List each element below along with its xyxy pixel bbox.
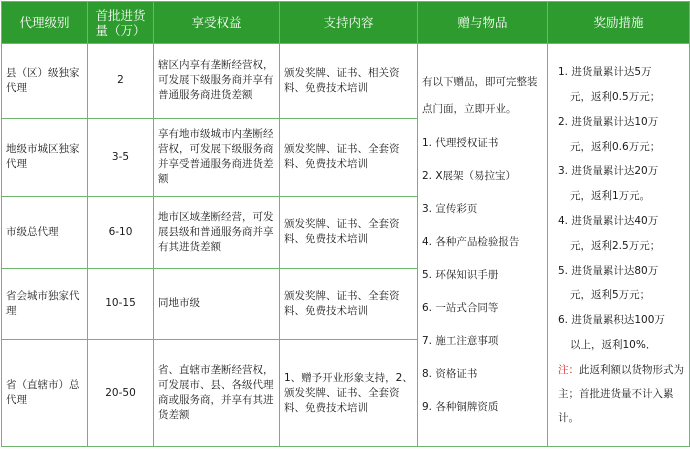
level-cell: 县（区）级独家代理 <box>2 44 88 119</box>
rights-cell: 地市区域垄断经营，可发展县级和普通服务商并享有其进货差额 <box>154 196 280 268</box>
support-cell: 1、赠予开业形象支持，2、颁发奖牌、证书、全套资料、免费技术培训 <box>280 340 418 447</box>
reward-item-line1: 4. 进货量累计达40万 <box>558 215 659 227</box>
rights-cell: 同地市级 <box>154 268 280 340</box>
header-support: 支持内容 <box>280 2 418 44</box>
gift-item: 7. 施工注意事项 <box>422 334 499 347</box>
rights-cell: 辖区内享有垄断经营权，可发展下级服务商并享有普通服务商进货差额 <box>154 44 280 119</box>
gifts-cell <box>418 44 548 447</box>
rights-cell: 省、直辖市垄断经营权，可发展市、县、各级代理商或服务商，并享有其进货差额 <box>154 340 280 447</box>
support-cell: 颁发奖牌、证书、全套资料、免费技术培训 <box>280 268 418 340</box>
qty-cell: 2 <box>88 44 154 119</box>
note-text: 此返利额以货物形式为主；首批进货量不计入累计。 <box>558 363 684 424</box>
table-header-row <box>2 2 690 44</box>
support-cell: 颁发奖牌、证书、相关资料、免费技术培训 <box>280 44 418 119</box>
gifts-intro: 有以下赠品，即可完整装点门面，立即开业。 <box>422 75 538 115</box>
reward-item-line2: 元，返利0.6万元； <box>570 140 661 153</box>
qty-cell: 3-5 <box>88 118 154 196</box>
level-cell: 省会城市独家代理 <box>2 268 88 340</box>
reward-item-line1: 1. 进货量累计达5万 <box>558 66 652 79</box>
qty-cell: 6-10 <box>88 196 154 268</box>
header-rights: 享受权益 <box>154 2 280 44</box>
reward-item-line2: 以上，返利10%． <box>570 338 657 351</box>
rights-cell: 享有地市级城市内垄断经营权，可发展下级服务商并享受普通服务商进货差额 <box>154 118 280 196</box>
level-cell: 市级总代理 <box>2 196 88 268</box>
gift-item: 9. 各种铜牌资质 <box>422 400 499 413</box>
gift-item: 5. 环保知识手册 <box>422 268 499 281</box>
header-qty: 首批进货量（万） <box>88 2 154 44</box>
table-row <box>2 44 690 119</box>
level-cell: 省（直辖市）总代理 <box>2 340 88 447</box>
qty-cell: 20-50 <box>88 340 154 447</box>
gift-item: 2. X展架（易拉宝） <box>422 169 517 182</box>
reward-item-line2: 元，返利0.5万元； <box>570 91 661 104</box>
header-level: 代理级别 <box>2 2 88 44</box>
gift-item: 8. 资格证书 <box>422 367 478 380</box>
gift-item: 6. 一站式合同等 <box>422 301 499 314</box>
header-rewards: 奖励措施 <box>548 2 690 44</box>
agency-table <box>1 1 690 447</box>
header-gifts: 赠与物品 <box>418 2 548 44</box>
reward-item-line1: 5. 进货量累计达80万 <box>558 264 659 277</box>
support-cell: 颁发奖牌、证书、全套资料、免费技术培训 <box>280 196 418 268</box>
reward-item-line2: 元，返利2.5万元； <box>570 239 661 252</box>
reward-item-line1: 3. 进货量累计达20万 <box>558 165 659 178</box>
support-cell: 颁发奖牌、证书、全套资料、免费技术培训 <box>280 118 418 196</box>
rewards-note <box>552 358 685 430</box>
rewards-cell <box>548 44 690 447</box>
reward-item-line1: 2. 进货量累计达10万 <box>558 115 659 128</box>
level-cell: 地级市城区独家代理 <box>2 118 88 196</box>
reward-item-line1: 6. 进货量累积达100万 <box>558 314 665 327</box>
gift-item: 4. 各种产品检验报告 <box>422 235 520 248</box>
gift-item: 1. 代理授权证书 <box>422 136 499 149</box>
qty-cell: 10-15 <box>88 268 154 340</box>
reward-item-line2: 元，返利5万元； <box>570 289 651 302</box>
reward-item-line2: 元，返利1万元。 <box>570 190 651 203</box>
gift-item: 3. 宣传彩页 <box>422 202 478 215</box>
note-label: 注： <box>558 363 579 376</box>
